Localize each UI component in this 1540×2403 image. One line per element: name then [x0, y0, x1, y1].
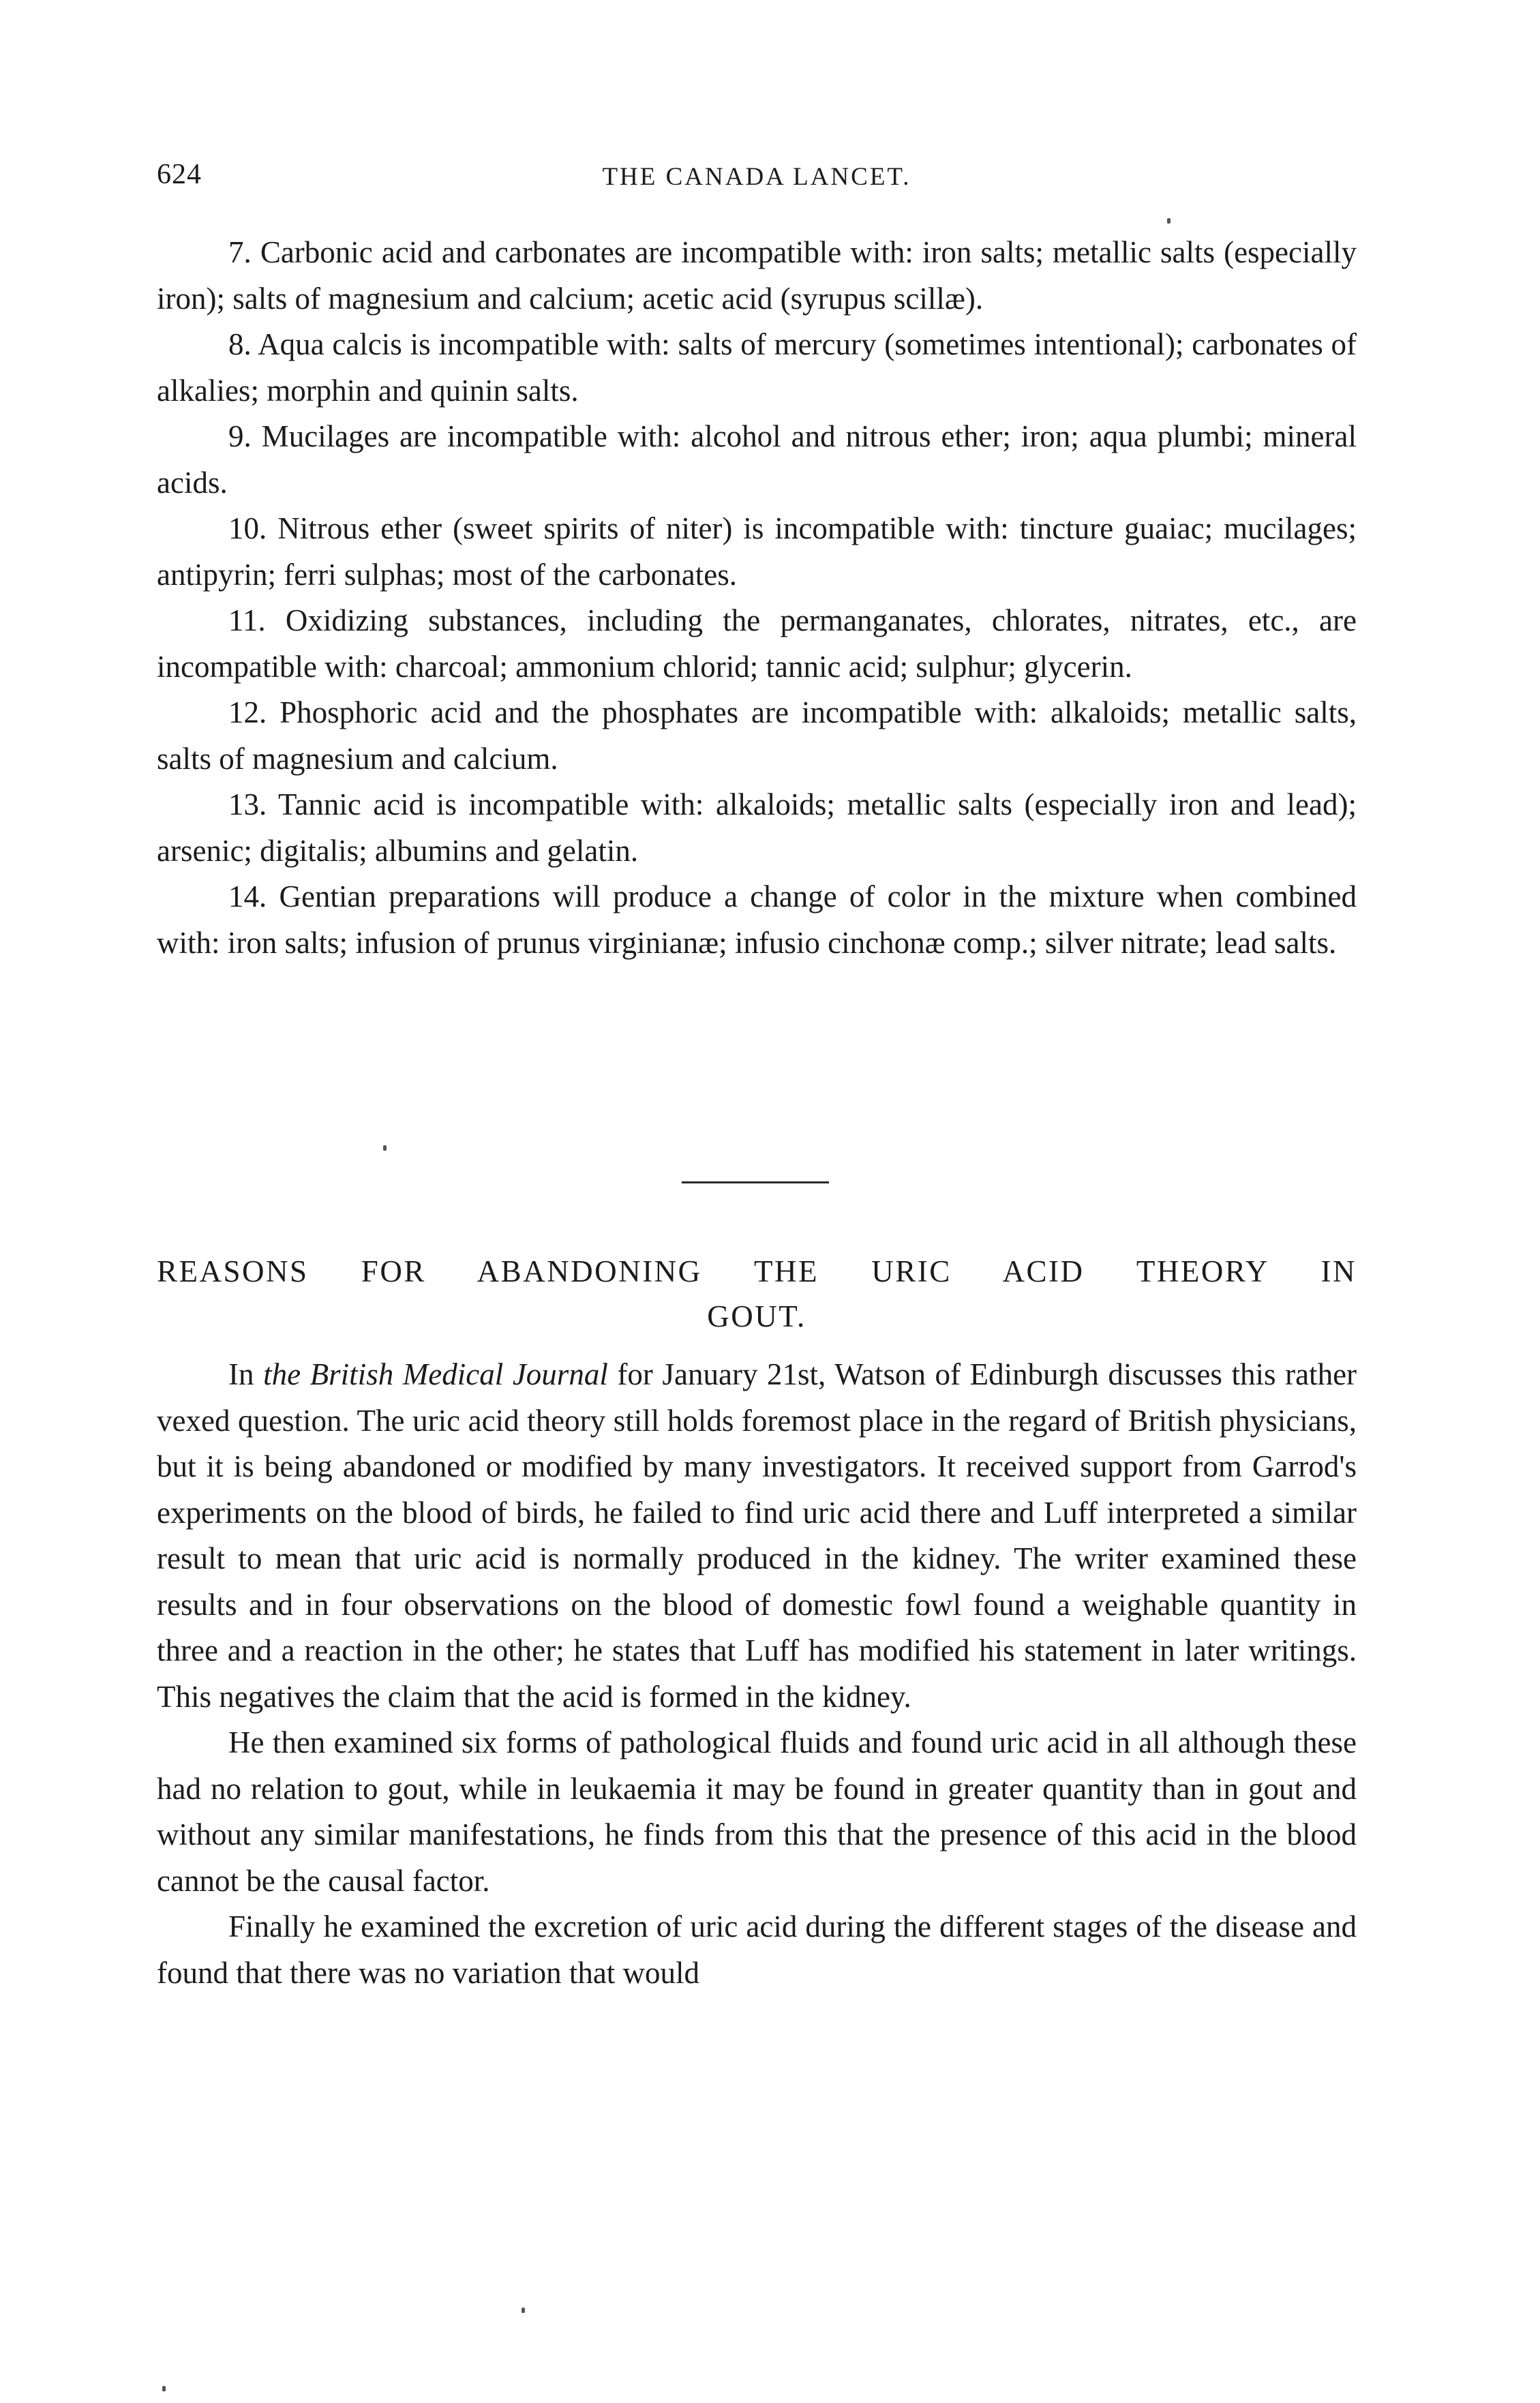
journal-title: THE CANADA LANCET. [602, 163, 911, 191]
list-item: 7. Carbonic acid and carbonates are incompatible with: iron salts; metallic salts (especially iron); salts of magnesium and calcium; acetic acid (syrupus scillæ). [157, 235, 1357, 316]
article-heading-line-2: GOUT. [707, 1299, 806, 1333]
article-body [157, 1352, 1357, 1996]
list-item: 8. Aqua calcis is incompatible with: salts of mercury (sometimes intentional); carbonates of alkalies; morphin and quinin salts. [157, 327, 1357, 408]
paragraph-text: for January 21st, Watson of Edinburgh discusses this rather vexed question. The uric acid theory still holds foremost place in the regard of British physicians, but it is being abandoned or modified by many investigators. It received support from Garrod's experiments on the blood of birds, he failed to find uric acid there and Luff interpreted a similar result to mean that uric acid is normally produced in the kidney. The writer examined these results and in four observations on the blood of domestic fowl found a weighable quantity in three and a reaction in the other; he states that Luff has modified his statement in later writings. This negatives the claim that the acid is formed in the kidney. [157, 1357, 1357, 1714]
article-heading [157, 1249, 1357, 1339]
list-item: 10. Nitrous ether (sweet spirits of niter) is incompatible with: tincture guaiac; mucilages; antipyrin; ferri sulphas; most of the carbonates. [157, 511, 1357, 592]
article-heading-line-1: REASONS FOR ABANDONING THE URIC ACID THEORY IN [157, 1254, 1357, 1288]
list-item: 14. Gentian preparations will produce a change of color in the mixture when combined with: iron salts; infusion of prunus virginianæ; infusio cinchonæ comp.; silver nitrate; lead salts. [157, 879, 1357, 960]
page-number: 624 [157, 159, 202, 190]
print-speck [522, 2308, 525, 2313]
article-paragraph-1 [157, 1352, 1357, 1720]
list-item: 13. Tannic acid is incompatible with: alkaloids; metallic salts (especially iron and lead); arsenic; digitalis; albumins and gelatin. [157, 787, 1357, 868]
article-paragraph-2: He then examined six forms of pathological fluids and found uric acid in all although these had no relation to gout, while in leukaemia it may be found in greater quantity than in gout and without any similar manifestations, he finds from this that the presence of this acid in the blood cannot be the causal factor. [157, 1725, 1357, 1898]
incompatibilities-list [157, 230, 1357, 966]
section-divider [682, 1181, 829, 1183]
list-item: 9. Mucilages are incompatible with: alcohol and nitrous ether; iron; aqua plumbi; mineral acids. [157, 419, 1357, 500]
print-speck [162, 2386, 166, 2391]
article-paragraph-3: Finally he examined the excretion of uric acid during the different stages of the disease and found that there was no variation that would [157, 1909, 1357, 1990]
journal-citation: the British Medical Journal [263, 1357, 608, 1391]
print-speck [1167, 218, 1171, 224]
list-item: 12. Phosphoric acid and the phosphates are incompatible with: alkaloids; metallic salts, salts of magnesium and calcium. [157, 695, 1357, 776]
running-head [157, 158, 1357, 199]
list-item: 11. Oxidizing substances, including the permanganates, chlorates, nitrates, etc., are incompatible with: charcoal; ammonium chlorid; tannic acid; sulphur; glycerin. [157, 603, 1357, 684]
paragraph-prefix: In [228, 1357, 254, 1391]
print-speck [383, 1145, 387, 1151]
